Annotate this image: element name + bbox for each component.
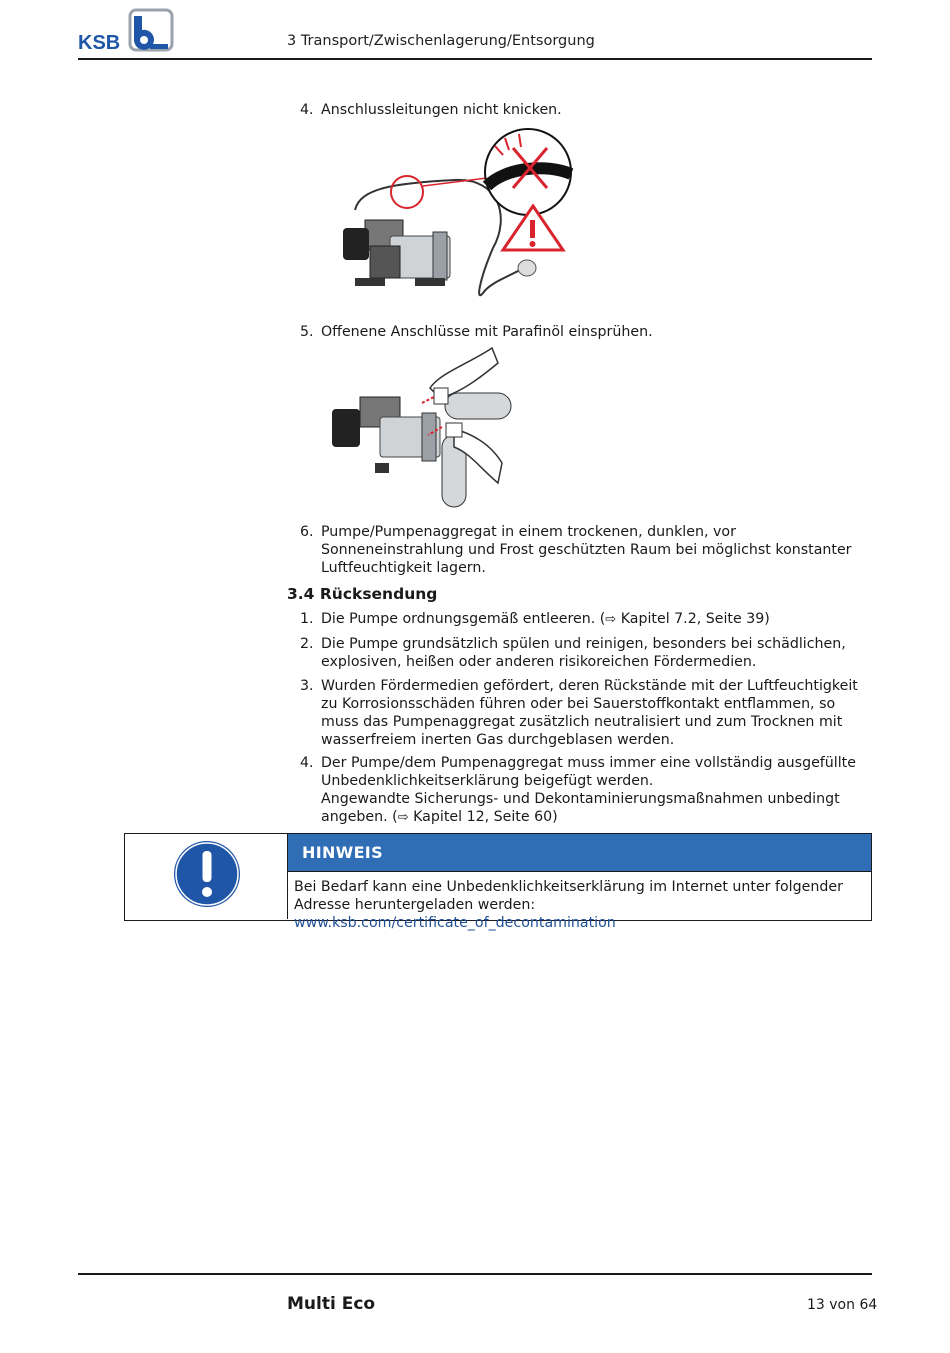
step-number: 4. [300,102,314,118]
step-text: Offenene Anschlüsse mit Parafinöl einsprühen. [321,324,653,340]
step-text: Pumpe/Pumpenaggregat in einem trockenen, dunklen, vor Sonneneinstrahlung und Frost geschützten Raum bei möglichst konstanter Luftfeuchtigkeit lagern. [321,524,852,576]
footer-product-name: Multi Eco [287,1294,376,1314]
step-number: 6. [300,524,314,540]
storage-step-6 [300,523,872,576]
chapter-reference-link[interactable]: Kapitel 12, Seite 60) [413,809,558,825]
reference-arrow-icon: ⇨ [605,612,617,627]
step-text: Die Pumpe grundsätzlich spülen und reinigen, besonders bei schädlichen, explosiven, heißen oder anderen risikoreichen Fördermedien. [321,636,846,670]
step-number: 1. [300,611,314,627]
step-text: Anschlussleitungen nicht knicken. [321,102,562,118]
header-section-title: 3 Transport/Zwischenlagerung/Entsorgung [287,33,595,49]
step-number: 4. [300,755,314,771]
header-divider [78,58,872,60]
ksb-logo [78,8,174,52]
footer-page-number: 13 von 64 [807,1297,878,1313]
step-number: 5. [300,324,314,340]
svg-text:KSB: KSB [78,32,121,52]
notice-box [124,833,872,931]
step-text: Wurden Fördermedien gefördert, deren Rückstände mit der Luftfeuchtigkeit zu Korrosionsschäden führen oder bei Sauerstoffkontakt entflammen, so muss das Pumpenaggregat zusätzlich neutralisiert und zum Trocknen mit wasserfreiem inerten Gas durchgeblasen werden. [321,678,858,748]
exclamation-mandatory-icon [172,839,242,909]
step-text: Die Pumpe ordnungsgemäß entleeren. (⇨ Kapitel 7.2, Seite 39) [321,611,770,627]
notice-body: Bei Bedarf kann eine Unbedenklichkeitserklärung im Internet unter folgender Adresse heruntergeladen werden: www.ksb.com/certificate_of_decontamination [294,879,843,931]
step-number: 2. [300,636,314,652]
notice-header [288,834,871,872]
section-heading: 3.4 Rücksendung [287,585,438,603]
reference-arrow-icon: ⇨ [397,810,409,825]
chapter-reference-link[interactable]: Kapitel 7.2, Seite 39) [620,611,770,627]
step-number: 3. [300,678,314,694]
notice-icon-cell [125,834,288,919]
notice-title: HINWEIS [302,843,383,862]
pump-cable-illustration [335,128,580,306]
step-text: Der Pumpe/dem Pumpenaggregat muss immer eine vollständig ausgefüllte Unbedenklichkeitserklärung beigefügt werden. Angewandte Sicherungs- und Dekontaminierungsmaßnahmen unbedingt angeben. (⇨ Kapitel 12, Seite 60) [321,755,856,825]
decontamination-certificate-link[interactable]: www.ksb.com/certificate_of_decontamination [294,915,616,931]
footer-divider [78,1273,872,1275]
spray-oil-illustration [330,343,515,511]
